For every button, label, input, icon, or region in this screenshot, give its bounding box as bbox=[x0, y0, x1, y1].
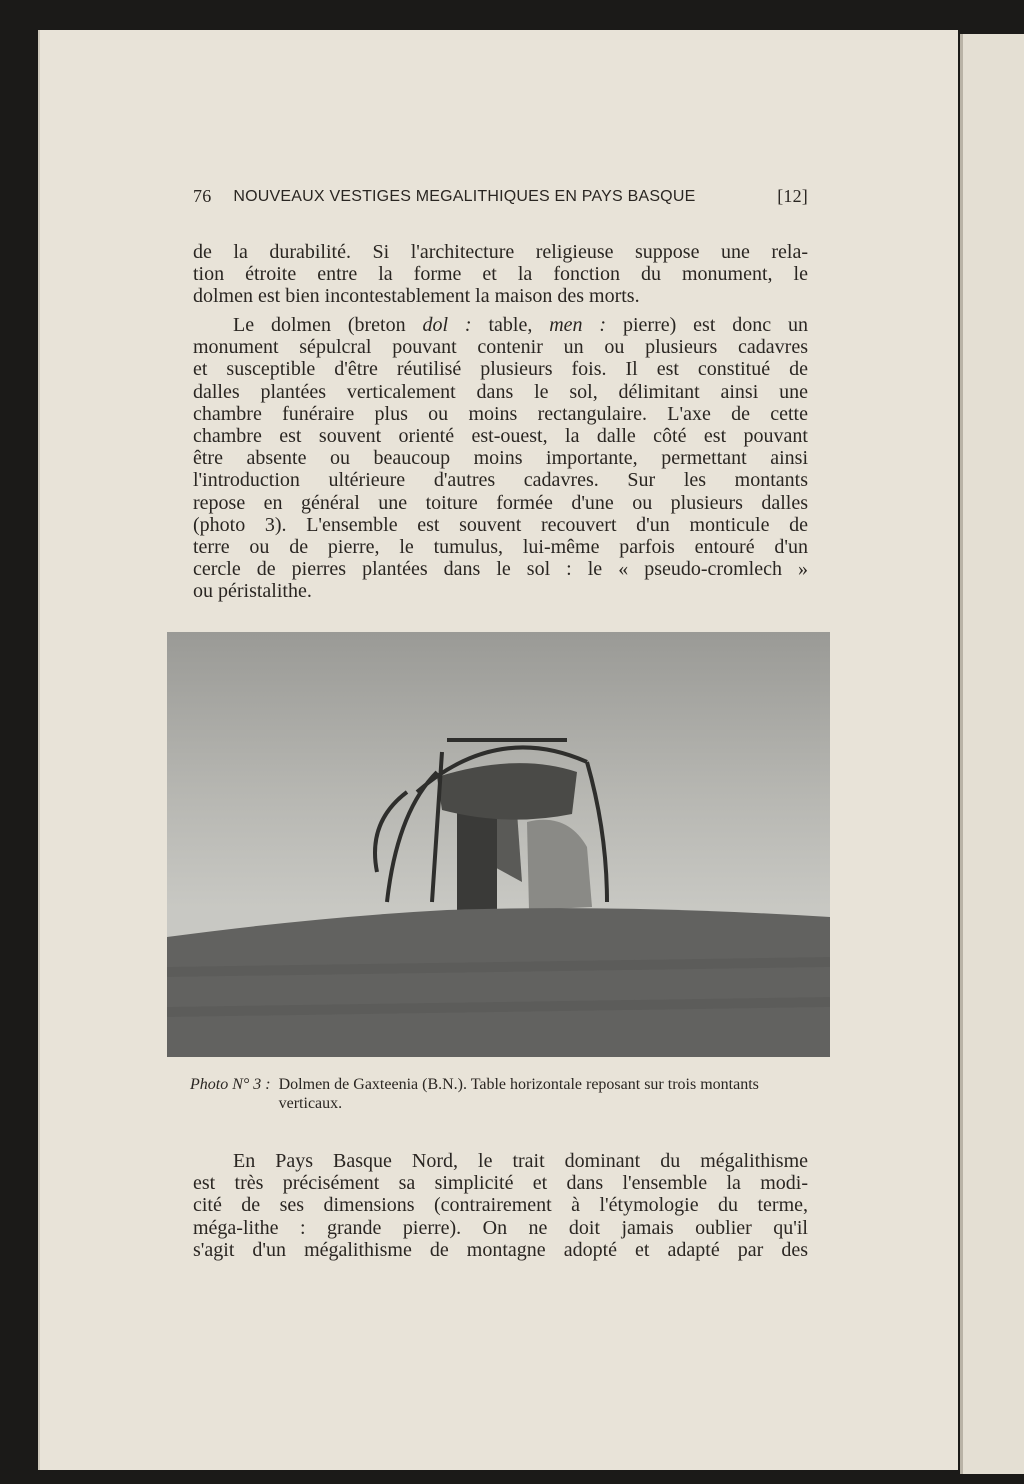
text-segment: table, bbox=[471, 314, 550, 336]
text-line: méga-lithe : grande pierre). On ne doit jamais oublier qu'il bbox=[193, 1216, 808, 1239]
text-line: En Pays Basque Nord, le trait dominant du mégalithisme bbox=[233, 1150, 808, 1172]
paragraph-2 bbox=[193, 314, 808, 602]
text-line: repose en général une toiture formée d'une ou plusieurs dalles bbox=[193, 491, 808, 514]
text-line: dolmen est bien incontestablement la maison des morts. bbox=[193, 285, 640, 308]
dolmen-photo bbox=[167, 632, 830, 1057]
text-line: chambre funéraire plus ou moins rectangulaire. L'axe de cette bbox=[193, 402, 808, 425]
paragraph-1 bbox=[193, 241, 808, 308]
paragraph-3 bbox=[193, 1150, 808, 1261]
text-line: (photo 3). L'ensemble est souvent recouvert d'un monticule de bbox=[193, 513, 808, 536]
text-segment: pierre) est donc un bbox=[606, 314, 809, 336]
text-line: s'agit d'un mégalithisme de montagne adopté et adapté par des bbox=[193, 1238, 808, 1261]
text-line: dalles plantées verticalement dans le sol, délimitant ainsi une bbox=[193, 380, 808, 403]
section-number: [12] bbox=[777, 186, 808, 206]
page-number: 76 bbox=[193, 186, 212, 206]
text-segment-italic: dol : bbox=[422, 314, 472, 336]
text-segment: Le dolmen (breton bbox=[233, 314, 423, 336]
running-title: NOUVEAUX VESTIGES MEGALITHIQUES EN PAYS BASQUE bbox=[233, 188, 696, 205]
caption-label: Photo N° 3 : bbox=[190, 1076, 271, 1093]
text-line: est très précisément sa simplicité et dans l'ensemble la modi- bbox=[193, 1172, 808, 1195]
dolmen-illustration bbox=[167, 632, 830, 1057]
text-line: chambre est souvent orienté est-ouest, la dalle côté est pouvant bbox=[193, 424, 808, 447]
caption-text: Dolmen de Gaxteenia (B.N.). Table horizontale reposant sur trois montants verticaux. bbox=[278, 1076, 759, 1112]
facing-page-edge bbox=[960, 34, 1024, 1474]
text-line: l'introduction ultérieure d'autres cadavres. Sur les montants bbox=[193, 469, 808, 492]
text-line bbox=[193, 314, 808, 336]
photo-caption bbox=[190, 1075, 808, 1113]
text-line: terre ou de pierre, le tumulus, lui-même parfois entouré d'un bbox=[193, 535, 808, 558]
text-line: de la durabilité. Si l'architecture religieuse suppose une rela- bbox=[193, 241, 808, 263]
running-header bbox=[193, 186, 808, 207]
text-line: être absente ou beaucoup moins importante, permettant ainsi bbox=[193, 447, 808, 470]
text-line: cité de ses dimensions (contrairement à l'étymologie du terme, bbox=[193, 1194, 808, 1217]
text-line: tion étroite entre la forme et la fonction du monument, le bbox=[193, 263, 808, 286]
text-line: cercle de pierres plantées dans le sol : le « pseudo-cromlech » bbox=[193, 558, 808, 581]
text-line: monument sépulcral pouvant contenir un ou plusieurs cadavres bbox=[193, 336, 808, 359]
text-segment-italic: men : bbox=[549, 314, 607, 336]
text-line: et susceptible d'être réutilisé plusieurs fois. Il est constitué de bbox=[193, 358, 808, 381]
text-line: ou péristalithe. bbox=[193, 580, 312, 603]
